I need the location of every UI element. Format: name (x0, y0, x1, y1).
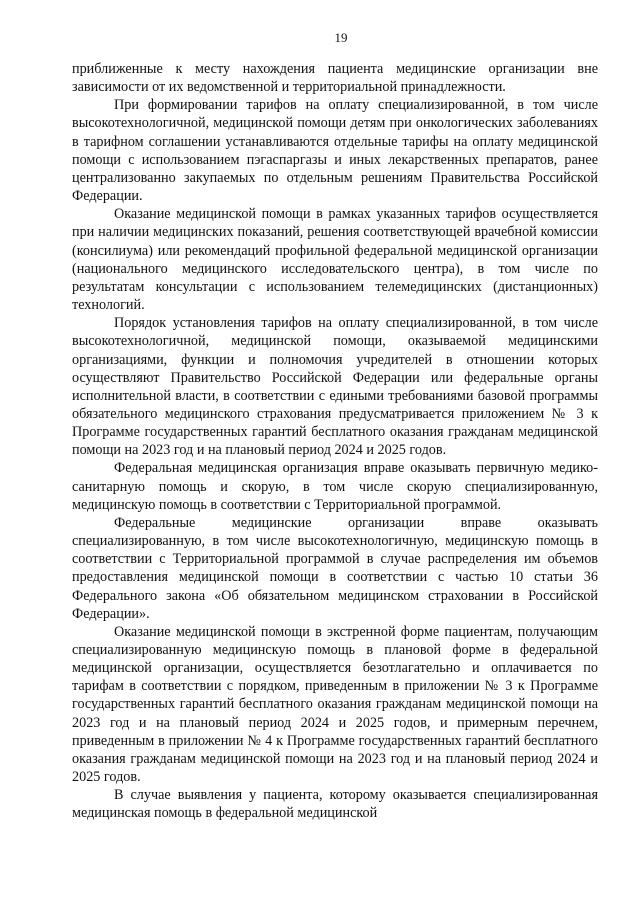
paragraph: Федеральные медицинские организации вправе оказывать специализированную, в том числе высокотехнологичную, медицинскую помощь в соответствии с Территориальной программой в случае распределения им объемов предоставления медицинской помощи в соответствии с частью 10 статьи 36 Федерального закона «Об обязательном медицинском страховании в Российской Федерации». (72, 514, 598, 622)
document-body (72, 60, 598, 823)
paragraph: Порядок установления тарифов на оплату специализированной, в том числе высокотехнологичной, медицинской помощи, оказываемой медицинскими организациями, функции и полномочия учредителей в отношении которых осуществляют Правительство Российской Федерации или федеральные органы исполнительной власти, в соответствии с едиными требованиями базовой программы обязательного медицинского страхования предусматривается приложением № 3 к Программе государственных гарантий бесплатного оказания гражданам медицинской помощи на 2023 год и на плановый период 2024 и 2025 годов. (72, 315, 598, 459)
paragraph: Оказание медицинской помощи в рамках указанных тарифов осуществляется при наличии медицинских показаний, решения соответствующей врачебной комиссии (консилиума) или рекомендаций профильной федеральной медицинской организации (национального медицинского исследовательского центра), в том числе по результатам консультации с использованием телемедицинских (дистанционных) технологий. (72, 206, 598, 314)
page-number: 19 (334, 30, 348, 45)
paragraph: При формировании тарифов на оплату специализированной, в том числе высокотехнологичной, медицинской помощи детям при онкологических заболеваниях в тарифном соглашении устанавливаются отдельные тарифы на оплату медицинской помощи с использованием пэгаспаргазы и иных лекарственных препаратов, ранее централизованно закупаемых по отдельным решениям Правительства Российской Федерации. (72, 97, 598, 205)
paragraph: Оказание медицинской помощи в экстренной форме пациентам, получающим специализированную медицинскую помощь в плановой форме в федеральной медицинской организации, осуществляется безотлагательно и оплачивается по тарифам в соответствии с порядком, приведенным в приложении № 3 к Программе государственных гарантий бесплатного оказания гражданам медицинской помощи на 2023 год и на плановый период 2024 и 2025 годов, и примерным перечнем, приведенным в приложении № 4 к Программе государственных гарантий бесплатного оказания гражданам медицинской помощи на 2023 год и на плановый период 2024 и 2025 годов. (72, 623, 598, 786)
paragraph-continued: приближенные к месту нахождения пациента медицинские организации вне зависимости от их ведомственной и территориальной принадлежности. (72, 61, 598, 96)
paragraph: Федеральная медицинская организация вправе оказывать первичную медико-санитарную помощь и скорую, в том числе скорую специализированную, медицинскую помощь в соответствии с Территориальной программой. (72, 460, 598, 513)
paragraph: В случае выявления у пациента, которому оказывается специализированная медицинская помощь в федеральной медицинской (72, 787, 598, 822)
